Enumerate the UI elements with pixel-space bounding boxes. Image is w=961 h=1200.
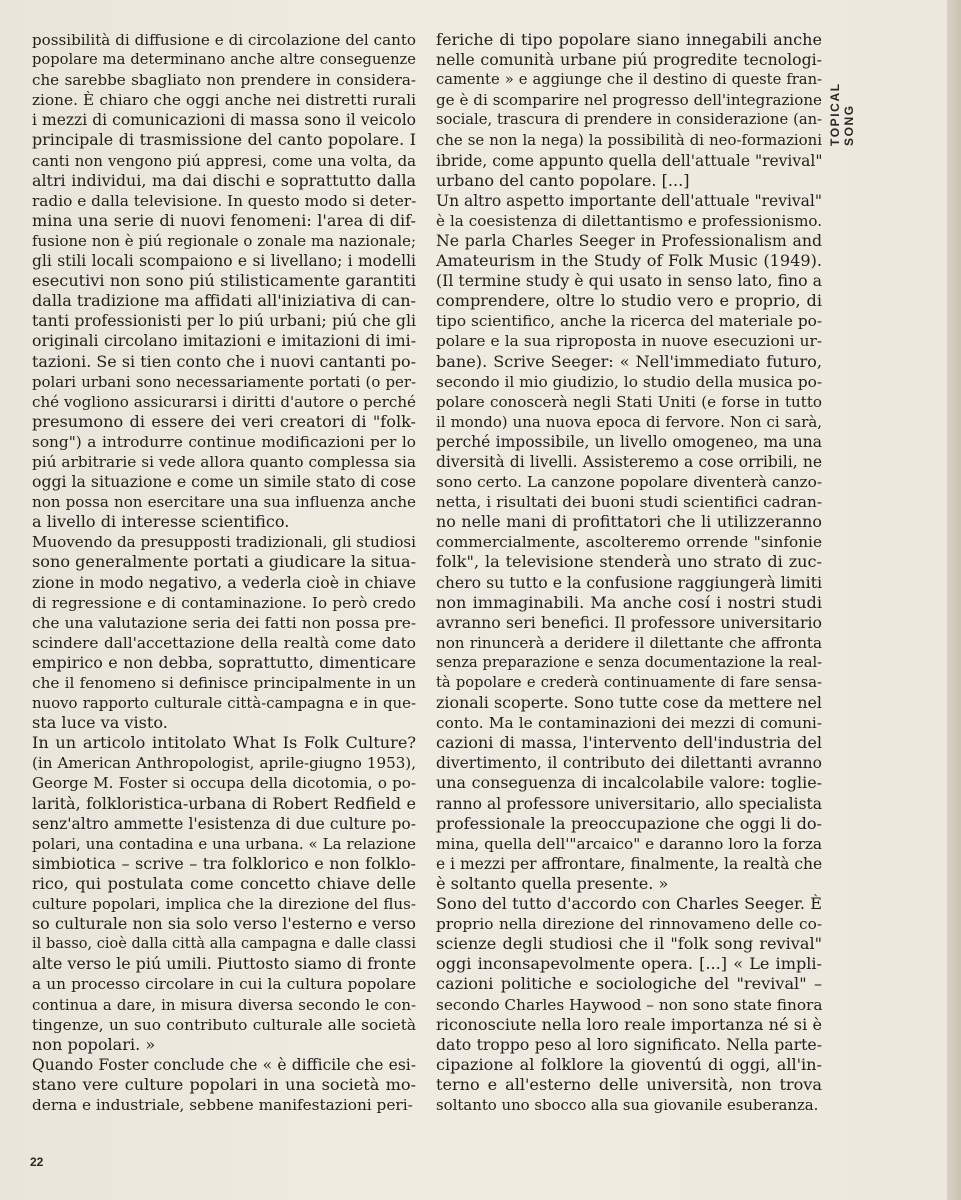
text-line: diversità di livelli. Assisteremo a cose orribili, ne xyxy=(436,452,822,471)
text-line: non rinuncerà a deridere il dilettante che affronta xyxy=(436,633,822,652)
text-line: tazioni. Se si tien conto che i nuovi cantanti po- xyxy=(32,351,416,371)
paragraph xyxy=(436,30,822,191)
text-line: so culturale non sia solo verso l'esterno e verso xyxy=(32,914,416,934)
text-line: continua a dare, in misura diversa secondo le con- xyxy=(32,995,416,1014)
text-line: Sono del tutto d'accordo con Charles Seeger. È xyxy=(436,894,822,914)
text-line: tà popolare e crederà continuamente di fare sensa- xyxy=(436,674,822,691)
text-line: presumono di essere dei veri creatori di "folk- xyxy=(32,411,416,431)
text-line: ranno al professore universitario, allo specialista xyxy=(436,794,822,813)
text-line: mina una serie di nuovi fenomeni: l'area di dif- xyxy=(32,210,416,230)
text-line: che il fenomeno si definisce principalmente in un xyxy=(32,674,416,692)
text-line: principale di trasmissione del canto popolare. I xyxy=(32,130,416,150)
text-line: commercialmente, ascolteremo orrende "sinfonie xyxy=(436,533,822,552)
text-line: camente » e aggiunge che il destino di queste fran- xyxy=(436,71,822,89)
text-line: (Il termine study è qui usato in senso lato, fino a xyxy=(436,271,822,291)
text-line: polare conoscerà negli Stati Uniti (e forse in tutto xyxy=(436,392,822,411)
text-line: di regressione e di contaminazione. Io però credo xyxy=(32,593,416,612)
text-line: polare e la sua riproposta in nuove esecuzioni ur- xyxy=(436,332,822,351)
text-line: dato troppo peso al loro significato. Nella parte- xyxy=(436,1034,822,1054)
text-line: proprio nella direzione del rinnovameno delle co- xyxy=(436,915,822,934)
text-line: cazioni politiche e sociologiche del "revival" – xyxy=(436,974,822,994)
text-line: sociale, trascura di prendere in considerazione (an- xyxy=(436,111,822,129)
right-column xyxy=(436,30,822,1115)
text-line: divertimento, il contributo dei dilettanti avranno xyxy=(436,754,822,773)
text-line: feriche di tipo popolare siano innegabili anche xyxy=(436,30,822,49)
text-line: una conseguenza di incalcolabile valore: toglie- xyxy=(436,773,822,793)
text-line: che sarebbe sbagliato non prendere in considera- xyxy=(32,71,416,90)
text-line: il mondo) una nuova epoca di fervore. Non ci sarà, xyxy=(436,412,822,431)
text-line: zionali scoperte. Sono tutte cose da mettere nel xyxy=(436,693,822,713)
text-line: secondo Charles Haywood – non sono state finora xyxy=(436,995,823,1014)
text-line: non popolari. » xyxy=(32,1034,156,1054)
text-line: larità, folkloristica-urbana di Robert Redfield e xyxy=(32,793,416,813)
text-line: ge è di scomparire nel progresso dell'integrazione xyxy=(436,91,822,110)
paragraph xyxy=(32,1055,416,1115)
text-line: professionale la preoccupazione che oggi li do- xyxy=(436,813,822,833)
text-line: bane). Scrive Seeger: « Nell'immediato futuro, xyxy=(436,351,822,371)
text-line: nuovo rapporto culturale città-campagna e in que- xyxy=(32,694,416,713)
text-line: urbano del canto popolare. [...] xyxy=(436,170,690,190)
text-line: terno e all'esterno delle università, non trova xyxy=(436,1074,822,1094)
text-line: altri individui, ma dai dischi e soprattutto dalla xyxy=(32,170,416,190)
paragraph xyxy=(436,191,822,894)
paragraph xyxy=(32,733,416,1055)
paragraph xyxy=(32,532,416,733)
text-line: sono generalmente portati a giudicare la situa- xyxy=(32,552,417,572)
text-line: mina, quella dell'"arcaico" e daranno loro la forza xyxy=(436,834,822,853)
text-line: George M. Foster si occupa della dicotomia, o po- xyxy=(32,774,416,793)
text-line: riconosciute nella loro reale importanza né si è xyxy=(436,1014,822,1034)
text-line: tanti professionisti per lo piú urbani; piú che gli xyxy=(32,311,416,331)
text-line: dalla tradizione ma affidati all'iniziativa di can- xyxy=(32,291,416,311)
text-line: polari urbani sono necessariamente portati (o per- xyxy=(32,372,416,391)
text-line: sono certo. La canzone popolare diventerà canzo- xyxy=(436,473,822,492)
text-line: senza preparazione e senza documentazione la real- xyxy=(436,654,822,671)
text-line: (in American Anthropologist, aprile-giugno 1953), xyxy=(32,754,416,773)
text-line: è la coesistenza di dilettantismo e professionismo. xyxy=(436,211,822,230)
text-line: Quando Foster conclude che « è difficile che esi- xyxy=(32,1055,416,1074)
text-line: esecutivi non sono piú stilisticamente garantiti xyxy=(32,271,416,291)
text-line: gli stili locali scompaiono e si livellano; i modelli xyxy=(32,252,416,271)
text-line: conto. Ma le contaminazioni dei mezzi di comuni- xyxy=(436,714,822,733)
text-line: alte verso le piú umili. Piuttosto siamo di fronte xyxy=(32,954,417,974)
text-line: Amateurism in the Study of Folk Music (1949). xyxy=(436,251,822,271)
page-number: 22 xyxy=(30,1155,44,1169)
text-line: cazioni di massa, l'intervento dell'industria del xyxy=(436,733,822,753)
text-line: chero su tutto e la confusione raggiungerà limiti xyxy=(436,572,823,592)
text-line: a livello di interesse scientifico. xyxy=(32,512,290,532)
text-line: ibride, come appunto quella dell'attuale "revival" xyxy=(436,151,823,170)
text-line: tipo scientifico, anche la ricerca del materiale po- xyxy=(436,312,822,331)
text-line: popolare ma determinano anche altre conseguenze xyxy=(32,51,416,69)
text-line: radio e dalla televisione. In questo modo si deter- xyxy=(32,191,417,210)
left-column xyxy=(32,30,416,1115)
text-line: non possa non esercitare una sua influenza anche xyxy=(32,493,416,512)
text-line: comprendere, oltre lo studio vero e proprio, di xyxy=(436,291,822,311)
text-line: ché vogliono assicurarsi i diritti d'autore o perché xyxy=(32,392,416,411)
text-line: nelle comunità urbane piú progredite tecnologi- xyxy=(436,50,822,70)
text-line: secondo il mio giudizio, lo studio della musica po- xyxy=(436,372,822,391)
text-line: soltanto uno sbocco alla sua giovanile esuberanza. xyxy=(436,1095,819,1114)
text-line: folk", la televisione stenderà uno strato di zuc- xyxy=(436,552,822,572)
text-line: culture popolari, implica che la direzione del flus- xyxy=(32,895,416,914)
text-line: e i mezzi per affrontare, finalmente, la realtà che xyxy=(436,854,823,873)
text-line: senz'altro ammette l'esistenza di due culture po- xyxy=(32,814,416,833)
text-line: stano vere culture popolari in una società mo- xyxy=(32,1074,416,1094)
text-line: sta luce va visto. xyxy=(32,713,168,733)
text-line: il basso, cioè dalla città alla campagna e dalle classi xyxy=(32,936,416,953)
page-edge xyxy=(947,0,961,1200)
paragraph xyxy=(32,30,416,532)
text-line: netta, i risultati dei buoni studi scientifici cadran- xyxy=(436,493,822,512)
text-line: no nelle mani di profittatori che li utilizzeranno xyxy=(436,512,822,532)
text-line: tingenze, un suo contributo culturale alle società xyxy=(32,1015,416,1034)
text-line: zione in modo negativo, a vederla cioè in chiave xyxy=(32,572,416,592)
text-line: zione. È chiaro che oggi anche nei distretti rurali xyxy=(32,91,416,110)
paragraph xyxy=(436,894,822,1115)
text-line: originali circolano imitazioni e imitazioni di imi- xyxy=(32,331,416,351)
text-line: oggi inconsapevolmente opera. [...] « Le impli- xyxy=(436,954,822,974)
text-line: Muovendo da presupposti tradizionali, gli studiosi xyxy=(32,533,416,552)
text-line: a un processo circolare in cui la cultura popolare xyxy=(32,975,416,994)
text-line: scienze degli studiosi che il "folk song revival" xyxy=(436,934,822,954)
text-line: In un articolo intitolato What Is Folk Culture? xyxy=(32,733,416,753)
text-line: polari, una contadina e una urbana. « La relazione xyxy=(32,834,416,853)
text-line: possibilità di diffusione e di circolazione del canto xyxy=(32,31,416,49)
text-line: scindere dall'accettazione della realtà come dato xyxy=(32,633,416,652)
text-line: canti non vengono piú appresi, come una volta, da xyxy=(32,151,416,170)
text-line: che se non la nega) la possibilità di neo-formazioni xyxy=(436,131,822,150)
text-line: non immaginabili. Ma anche cosí i nostri studi xyxy=(436,592,822,612)
text-line: che una valutazione seria dei fatti non possa pre- xyxy=(32,613,416,632)
text-line: derna e industriale, sebbene manifestazioni peri- xyxy=(32,1095,413,1114)
text-line: simbiotica – scrive – tra folklorico e non folklo- xyxy=(32,853,416,873)
text-line: song") a introdurre continue modificazioni per lo xyxy=(32,432,416,451)
text-line: avranno seri benefici. Il professore universitario xyxy=(436,612,822,632)
text-line: oggi la situazione e come un simile stato di cose xyxy=(32,472,416,492)
text-line: Ne parla Charles Seeger in Professionalism and xyxy=(436,230,822,250)
text-line: cipazione al folklore la gioventú di oggi, all'in- xyxy=(436,1054,822,1074)
text-line: piú arbitrarie si vede allora quanto complessa sia xyxy=(32,452,417,471)
text-line: fusione non è piú regionale o zonale ma nazionale; xyxy=(32,231,416,250)
text-line: i mezzi di comunicazioni di massa sono il veicolo xyxy=(32,111,416,130)
text-line: empirico e non debba, soprattutto, dimenticare xyxy=(32,652,416,672)
text-line: perché impossibile, un livello omogeneo, ma una xyxy=(436,432,822,451)
section-side-label: TOPICAL SONG xyxy=(828,82,856,146)
text-line: rico, qui postulata come concetto chiave delle xyxy=(32,873,416,893)
text-line: Un altro aspetto importante dell'attuale "revival" xyxy=(436,191,822,210)
text-line: è soltanto quella presente. » xyxy=(436,873,669,893)
